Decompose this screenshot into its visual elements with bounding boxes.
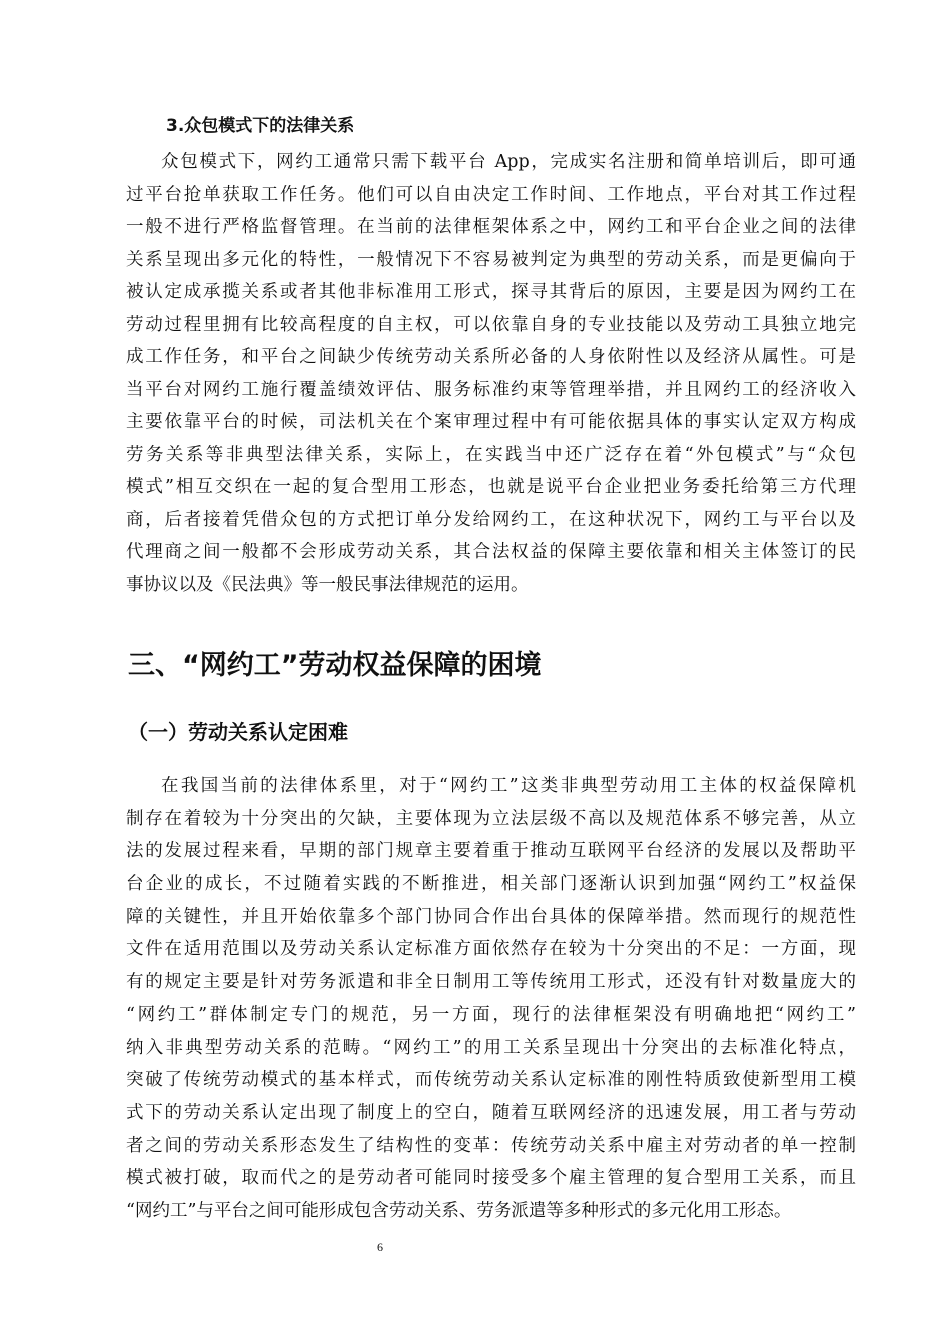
paragraph-line: 模式被打破，取而代之的是劳动者可能同时接受多个雇主管理的复合型用工关系，而且: [126, 1168, 856, 1189]
paragraph-line: 代理商之间一般都不会形成劳动关系，其合法权益的保障主要依靠和相关主体签订的民: [126, 542, 856, 562]
paragraph-line: 有的规定主要是针对劳务派遣和非全日制用工等传统用工形式，还没有针对数量庞大的: [126, 972, 856, 993]
paragraph-line: 商，后者接着凭借众包的方式把订单分发给网约工，在这种状况下，网约工与平台以及: [126, 509, 856, 530]
paragraph-line: 过平台抢单获取工作任务。他们可以自由决定工作时间、工作地点，平台对其工作过程: [126, 184, 856, 205]
section-heading-3: 3.众包模式下的法律关系: [166, 116, 355, 136]
paragraph-line: 制存在着较为十分突出的欠缺，主要体现为立法层级不高以及规范体系不够完善，从立: [126, 808, 856, 829]
paragraph-line: 模式”相互交织在一起的复合型用工形态，也就是说平台企业把业务委托给第三方代理: [126, 477, 856, 497]
paragraph-line: 文件在适用范围以及劳动关系认定标准方面依然存在较为十分突出的不足：一方面，现: [126, 939, 856, 960]
paragraph-line: 式下的劳动关系认定出现了制度上的空白，随着互联网经济的迅速发展，用工者与劳动: [126, 1102, 856, 1123]
paragraph-line: 众包模式下，网约工通常只需下载平台 App，完成实名注册和简单培训后，即可通: [161, 152, 856, 172]
paragraph-line: “网约工”群体制定专门的规范，另一方面，现行的法律框架没有明确地把“网约工”: [126, 1004, 856, 1025]
chapter-heading: 三、“网约工”劳动权益保障的困境: [128, 650, 542, 681]
paragraph-line: 台企业的成长，不过随着实践的不断推进，相关部门逐渐认识到加强“网约工”权益保: [126, 874, 856, 895]
paragraph-line: 当平台对网约工施行覆盖绩效评估、服务标准约束等管理举措，并且网约工的经济收入: [126, 379, 856, 400]
paragraph-line: 劳动过程里拥有比较高程度的自主权，可以依靠自身的专业技能以及劳动工具独立地完: [126, 314, 856, 335]
paragraph-line: 一般不进行严格监督管理。在当前的法律框架体系之中，网约工和平台企业之间的法律: [126, 217, 856, 237]
subsection-heading: （一）劳动关系认定困难: [128, 720, 348, 744]
paragraph-line: 成工作任务，和平台之间缺少传统劳动关系所必备的人身依附性以及经济从属性。可是: [126, 347, 856, 367]
paragraph-line: 在我国当前的法律体系里，对于“网约工”这类非典型劳动用工主体的权益保障机: [161, 776, 856, 796]
paragraph-line: 关系呈现出多元化的特性，一般情况下不容易被判定为典型的劳动关系，而是更偏向于: [126, 249, 856, 270]
paragraph-line: 事协议以及《民法典》等一般民事法律规范的运用。: [126, 574, 529, 595]
paragraph-line: 劳务关系等非典型法律关系，实际上，在实践当中还广泛存在着“外包模式”与“众包: [126, 444, 856, 465]
paragraph-line: 法的发展过程来看，早期的部门规章主要着重于推动互联网平台经济的发展以及帮助平: [126, 841, 856, 862]
paragraph-line: 者之间的劳动关系形态发生了结构性的变革：传统劳动关系中雇主对劳动者的单一控制: [126, 1135, 856, 1156]
paragraph-line: 被认定成承揽关系或者其他非标准用工形式，探寻其背后的原因，主要是因为网约工在: [126, 282, 856, 302]
paragraph-line: 突破了传统劳动模式的基本样式，而传统劳动关系认定标准的刚性特质致使新型用工模: [126, 1070, 856, 1091]
paragraph-line: “网约工”与平台之间可能形成包含劳动关系、劳务派遣等多种形式的多元化用工形态。: [126, 1200, 792, 1221]
paragraph-labor-relations: [126, 770, 856, 1228]
paragraph-line: 纳入非典型劳动关系的范畴。“网约工”的用工关系呈现出十分突出的去标准化特点，: [126, 1037, 856, 1058]
paragraph-crowdsourcing: [126, 146, 856, 601]
paragraph-line: 障的关键性，并且开始依靠多个部门协同合作出台具体的保障举措。然而现行的规范性: [126, 906, 856, 927]
paragraph-line: 主要依靠平台的时候，司法机关在个案审理过程中有可能依据具体的事实认定双方构成: [126, 412, 856, 432]
page-number: 6: [377, 1240, 383, 1254]
